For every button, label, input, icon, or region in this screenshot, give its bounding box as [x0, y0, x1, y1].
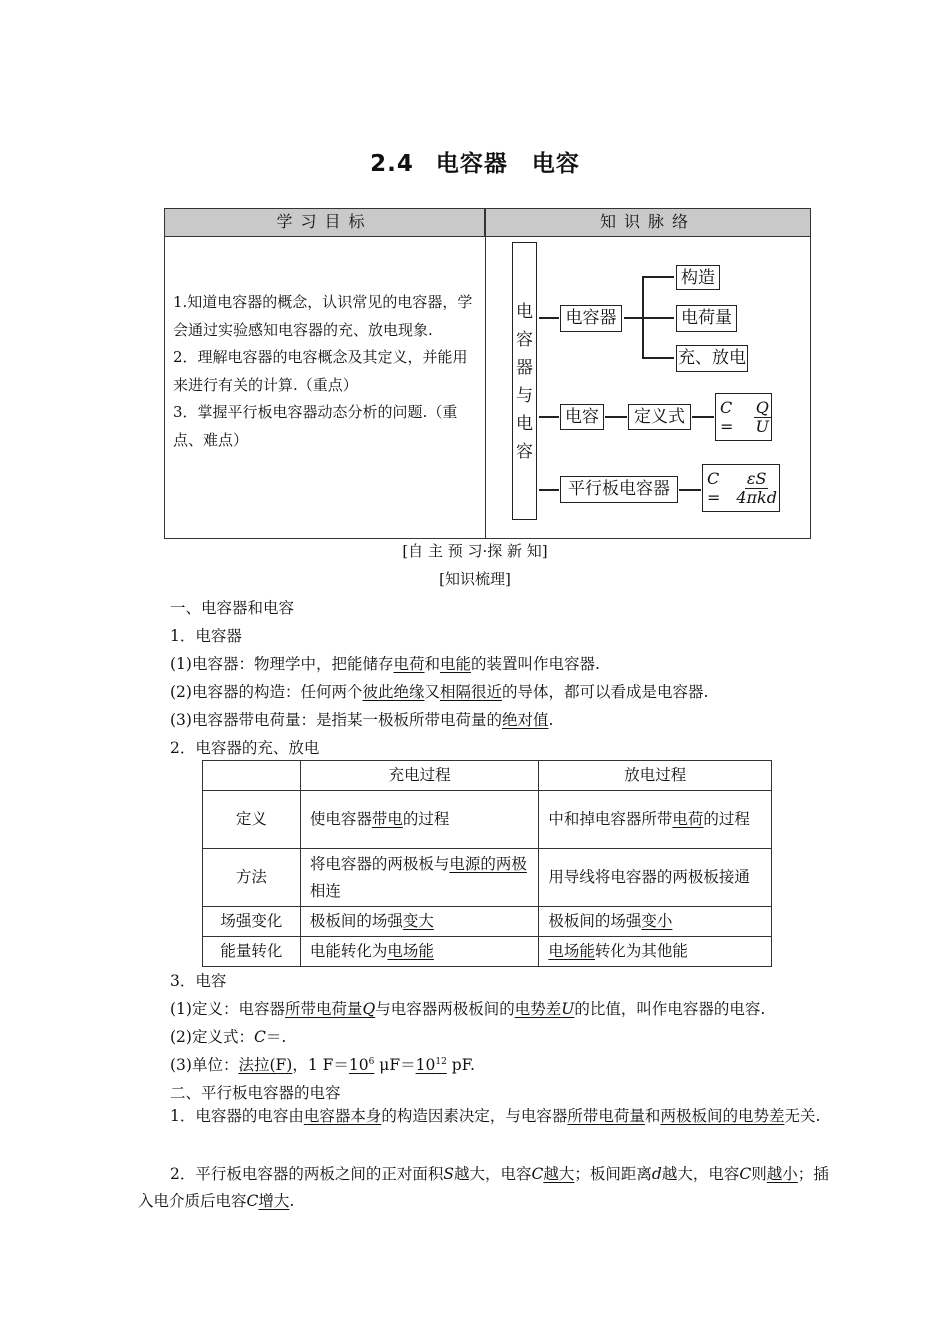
map-capacitor-box: 电容器 — [560, 305, 622, 332]
connector — [692, 416, 714, 418]
map-parallel-plate-box: 平行板电容器 — [560, 476, 678, 503]
heading-capacitance: 3．电容 — [170, 972, 227, 990]
table-corner — [203, 761, 301, 791]
knowledge-map-header: 知识脉络 — [486, 209, 810, 237]
para-parallel-1: 1．电容器的电容由电容器本身的构造因素决定，与电容器所带电荷量和两极板间的电势差无关. — [170, 1107, 821, 1125]
connector — [605, 416, 627, 418]
map-charge-discharge-box: 充、放电 — [676, 345, 748, 372]
para-capacitor-def: (1)电容器：物理学中，把能储存电荷和电能的装置叫作电容器. — [170, 655, 600, 673]
knowledge-map — [487, 238, 810, 538]
goals-table — [164, 208, 811, 539]
para-unit: (3)单位：法拉(F)，1 $F=10^6$ $\mu F=10^{12}$ pF. — [170, 1056, 475, 1074]
heading-1: 一、电容器和电容 — [170, 599, 295, 617]
section-bar: [自 主 预 习·探 新 知] — [402, 542, 548, 560]
heading-capacitor: 1．电容器 — [170, 627, 242, 645]
para-capacitor-structure: (2)电容器的构造：任何两个彼此绝缘又相隔很近的导体，都可以看成是电容器. — [170, 683, 709, 701]
para-capacitor-charge: (3)电容器带电荷量：是指某一极板所带电荷量的绝对值. — [170, 711, 554, 729]
map-structure-box: 构造 — [676, 265, 720, 290]
goal-item: 2．理解电容器的电容概念及其定义，并能用来进行有关的计算.（重点） — [173, 348, 468, 394]
subsection-title: [知识梳理] — [439, 570, 511, 588]
table-header: 放电过程 — [539, 761, 772, 791]
para-parallel-2: 2．平行板电容器的两板之间的正对面积S越大，电容C越大；板间距离d越大，电容C则越小；插入电介质后电容C增大. — [138, 1165, 829, 1210]
connector — [624, 317, 642, 319]
charging-table — [202, 760, 772, 967]
para-formula: (2)定义式：C＝. — [170, 1028, 287, 1046]
para-capacitance-def: (1)定义：电容器所带电荷量Q与电容器两极板间的电势差U的比值，叫作电容器的电容. — [170, 1000, 766, 1018]
section-title: 电容器 电容 — [435, 151, 580, 177]
heading-charging: 2．电容器的充、放电 — [170, 739, 320, 757]
table-divider — [485, 209, 486, 538]
connector — [642, 317, 674, 319]
connector — [539, 416, 559, 418]
map-charge-box: 电荷量 — [676, 305, 737, 332]
connector — [642, 357, 674, 359]
heading-2: 二、平行板电容器的电容 — [170, 1084, 341, 1102]
goal-item: 3．掌握平行板电容器动态分析的问题.（重点、难点） — [173, 403, 458, 449]
page-title — [0, 145, 950, 178]
section-number: 2.4 — [370, 151, 414, 177]
learning-goals — [173, 289, 479, 454]
table-header: 充电过程 — [300, 761, 539, 791]
map-capacitance-box: 电容 — [560, 404, 604, 430]
goals-header: 学习目标 — [165, 209, 485, 237]
connector — [539, 489, 559, 491]
parallel-plate-formula: C = $\frac{\varepsilon S}{\text{4πkd}}$ — [702, 464, 780, 512]
map-definition-box: 定义式 — [628, 404, 691, 430]
definition-formula: C = $\frac{Q}{U}$ — [715, 393, 772, 441]
map-root-box: 电容器与电容 — [512, 242, 537, 520]
table-row: 场强变化 极板间的场强变大 极板间的场强变小 — [203, 907, 772, 937]
connector — [642, 276, 674, 278]
connector — [539, 317, 559, 319]
goal-item: 1.知道电容器的概念，认识常见的电容器，学会通过实验感知电容器的充、放电现象. — [173, 293, 473, 339]
table-row: 方法 将电容器的两极板与电源的两极相连 用导线将电容器的两极板接通 — [203, 849, 772, 907]
connector — [679, 489, 701, 491]
table-row: 能量转化 电能转化为电场能 电场能转化为其他能 — [203, 937, 772, 967]
table-row: 定义 使电容器带电的过程 中和掉电容器所带电荷的过程 — [203, 791, 772, 849]
